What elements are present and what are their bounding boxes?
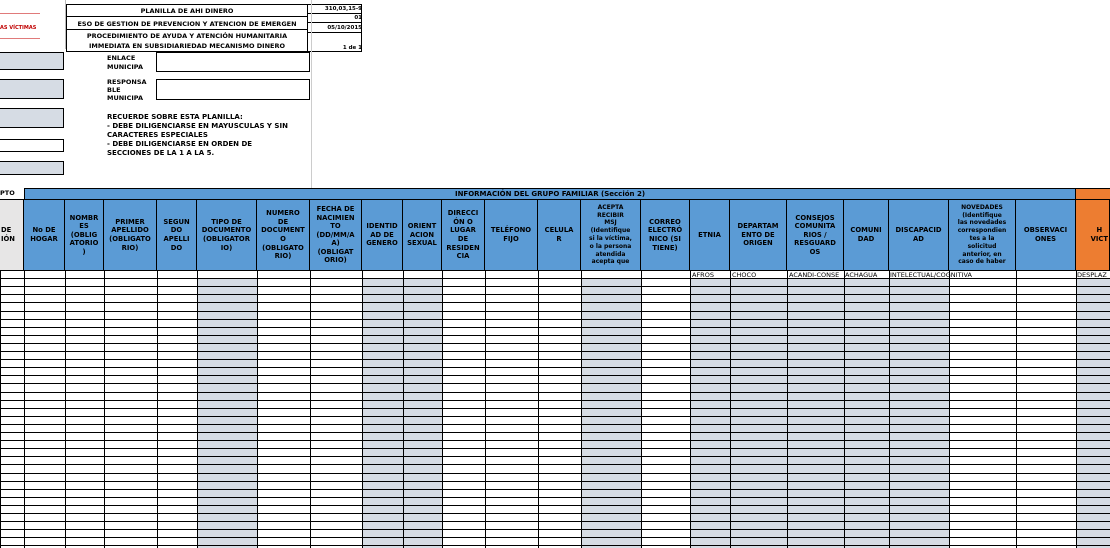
- grid-hline: [0, 335, 1110, 336]
- grid-hline: [0, 392, 1110, 393]
- grid-hline: [0, 286, 1110, 287]
- col-label: NUMERO DE DOCUMENT O (OBLIGATO RIO): [261, 209, 305, 261]
- col-label: IDENTID AD DE GENERO: [366, 222, 398, 248]
- grid-hline: [0, 521, 1110, 522]
- grid-hline: [0, 367, 1110, 368]
- note-line-3: CARACTERES ESPECIALES: [107, 131, 208, 139]
- procedure-line2: IMMEDIATA EN SUBSIDIARIEDAD MECANISMO DINERO: [88, 42, 286, 50]
- grid-hline: [0, 408, 1110, 409]
- grid-hline: [0, 529, 1110, 530]
- grid-hline: [0, 424, 1110, 425]
- col-header-discapacidad[interactable]: [889, 200, 949, 270]
- col-header-etnia[interactable]: [690, 200, 730, 270]
- col-label: DISCAPACID AD: [895, 226, 942, 243]
- grid-hline: [0, 294, 1110, 295]
- header-block: [66, 4, 362, 52]
- logo-line-bottom: [0, 38, 40, 39]
- col-label: TIPO DE DOCUMENTO (OBLIGATOR IO): [201, 217, 252, 252]
- section-title: INFORMACIÓN DEL GRUPO FAMILIAR (Sección 2): [454, 190, 646, 198]
- partial-input-1[interactable]: [0, 52, 64, 70]
- grid-hline: [0, 537, 1110, 538]
- doc-version: 01: [308, 14, 362, 23]
- grid-hline: [0, 481, 1110, 482]
- grid-hline: [0, 432, 1110, 433]
- col-label: ACEPTA RECIBIR MSJ (Identifique si la víctima, o la persona atendida acepta que: [589, 203, 632, 266]
- grid-hline: [0, 416, 1110, 417]
- procedure-line1: PROCEDIMIENTO DE AYUDA Y ATENCIÓN HUMANITARIA: [86, 32, 288, 40]
- grid-hline: [0, 448, 1110, 449]
- col-header-correo[interactable]: [641, 200, 690, 270]
- col-label: H VICT: [1090, 226, 1108, 243]
- col-header-hecho-victimizante[interactable]: [1076, 200, 1110, 270]
- grid-hline: [0, 489, 1110, 490]
- col-header-celular[interactable]: [538, 200, 581, 270]
- col-label: CONSEJOS COMUNITA RIOS / RESGUARD OS: [794, 213, 836, 256]
- col-label: FECHA DE NACIMIEN TO (DD/MM/A A) (OBLIGAT ORIO): [316, 204, 355, 265]
- enlace-label: ENLACE MUNICIPA: [107, 54, 143, 71]
- col-label: ORIENT ACION SEXUAL: [407, 222, 437, 248]
- col-header-comunidad[interactable]: [844, 200, 889, 270]
- col-header-primer-apellido[interactable]: [104, 200, 157, 270]
- grid-hline: [0, 400, 1110, 401]
- col-header-orientacion-sexual[interactable]: [403, 200, 442, 270]
- grid-hline: [0, 464, 1110, 465]
- grid-hline: [0, 319, 1110, 320]
- responsable-input[interactable]: [156, 79, 310, 100]
- doc-page: 1 de 1: [342, 45, 362, 51]
- enlace-input[interactable]: [156, 52, 310, 72]
- col-label: DEPARTAM ENTO DE ORIGEN: [737, 222, 779, 248]
- grid-hline: [0, 302, 1110, 303]
- grid-hline: [0, 513, 1110, 514]
- cell-departamento[interactable]: CHOCO: [732, 271, 757, 279]
- grid-hline: [0, 473, 1110, 474]
- col-label: DE IÓN: [1, 226, 15, 243]
- doc-code: 310,03,15-9: [308, 5, 362, 14]
- note-line-4: - DEBE DILIGENCIARSE EN ORDEN DE: [107, 140, 253, 148]
- col-header-consejos[interactable]: [787, 200, 844, 270]
- col-label: CORREO ELECTRÓ NICO (SI TIENE): [647, 217, 683, 252]
- col-label: ETNIA: [698, 230, 721, 239]
- col-header-departamento[interactable]: [730, 200, 787, 270]
- grid-hline: [0, 456, 1110, 457]
- col-label: OBSERVACI ONES: [1023, 226, 1068, 243]
- col-header-telefono-fijo[interactable]: [485, 200, 538, 270]
- grid-hline: [0, 497, 1110, 498]
- col-label: CELULA R: [544, 226, 574, 243]
- col-label: No DE HOGAR: [30, 226, 58, 243]
- col-header-numero-documento[interactable]: [257, 200, 310, 270]
- partial-input-2[interactable]: [0, 79, 64, 99]
- cell-etnia[interactable]: AFROS: [692, 271, 714, 279]
- grid-hline: [0, 440, 1110, 441]
- grid-hline: [0, 545, 1110, 546]
- partial-input-4[interactable]: [0, 139, 64, 152]
- note-line-2: - DEBE DILIGENCIARSE EN MAYUSCULAS Y SIN: [107, 122, 288, 130]
- grid-hline: [0, 343, 1110, 344]
- grid-hline: [0, 383, 1110, 384]
- col-header-acepta-msj[interactable]: [581, 200, 641, 270]
- col-label: TELÉFONO FIJO: [490, 226, 532, 243]
- col-label: NOVEDADES (Identifique las novedades correspondien tes a la solicitud anterior, en caso de haber: [957, 203, 1007, 266]
- col-label: NOMBR ES (OBLIG ATORIO ): [69, 213, 99, 256]
- orange-section-bar: [1076, 188, 1110, 200]
- logo-line-top: [0, 13, 40, 14]
- col-header-partial[interactable]: [0, 200, 24, 270]
- logo-area: [0, 0, 66, 49]
- cell-comunidad[interactable]: ACHAGUA: [845, 271, 878, 279]
- col-label: COMUNI DAD: [850, 226, 882, 243]
- col-label: DIRECCI ÓN O LUGAR DE RESIDEN CIA: [446, 209, 480, 261]
- col-header-observaciones[interactable]: [1016, 200, 1076, 270]
- grid-hline: [0, 351, 1110, 352]
- col-label: SEGUN DO APELLI DO: [163, 217, 190, 252]
- left-partial-label: PTO: [0, 189, 15, 197]
- left-partial-header: [0, 188, 24, 200]
- grid-hline: [0, 311, 1110, 312]
- col-header-segundo-apellido[interactable]: [157, 200, 197, 270]
- grid-hline: [0, 505, 1110, 506]
- instructions-note: [107, 113, 312, 158]
- col-header-fecha-nacimiento[interactable]: [310, 200, 362, 270]
- col-header-identidad-genero[interactable]: [362, 200, 403, 270]
- col-header-novedades[interactable]: [949, 200, 1016, 270]
- partial-input-3[interactable]: [0, 108, 64, 128]
- responsable-label: RESPONSA BLE MUNICIPA: [107, 78, 147, 102]
- grid-hline: [0, 375, 1110, 376]
- grid-hline: [0, 359, 1110, 360]
- note-line-1: RECUERDE SOBRE ESTA PLANILLA:: [107, 113, 243, 121]
- col-header-no-hogar[interactable]: [24, 200, 65, 270]
- logo-text: AS VÍCTIMAS: [0, 25, 37, 31]
- col-header-nombres[interactable]: [65, 200, 104, 270]
- cell-hecho[interactable]: DESPLAZ: [1077, 271, 1107, 279]
- partial-input-5[interactable]: [0, 161, 64, 175]
- doc-date: 05/10/2015: [308, 24, 362, 33]
- cell-consejos[interactable]: ACANDI-CONSE: [789, 271, 840, 279]
- process-name: ESO DE GESTION DE PREVENCION Y ATENCION DE EMERGEN: [67, 18, 307, 30]
- col-header-direccion[interactable]: [442, 200, 485, 270]
- sheet-gridline: [311, 0, 312, 190]
- cell-discapacidad[interactable]: INTELECTUAL/COGNITIVA: [890, 271, 972, 279]
- col-header-tipo-documento[interactable]: [197, 200, 257, 270]
- col-label: PRIMER APELLIDO (OBLIGATO RIO): [109, 217, 151, 252]
- planilla-title: PLANILLA DE AHI DINERO: [67, 6, 307, 17]
- note-line-5: SECCIONES DE LA 1 A LA 5.: [107, 149, 215, 157]
- grid-hline: [0, 327, 1110, 328]
- section-title-bar: [24, 188, 1076, 200]
